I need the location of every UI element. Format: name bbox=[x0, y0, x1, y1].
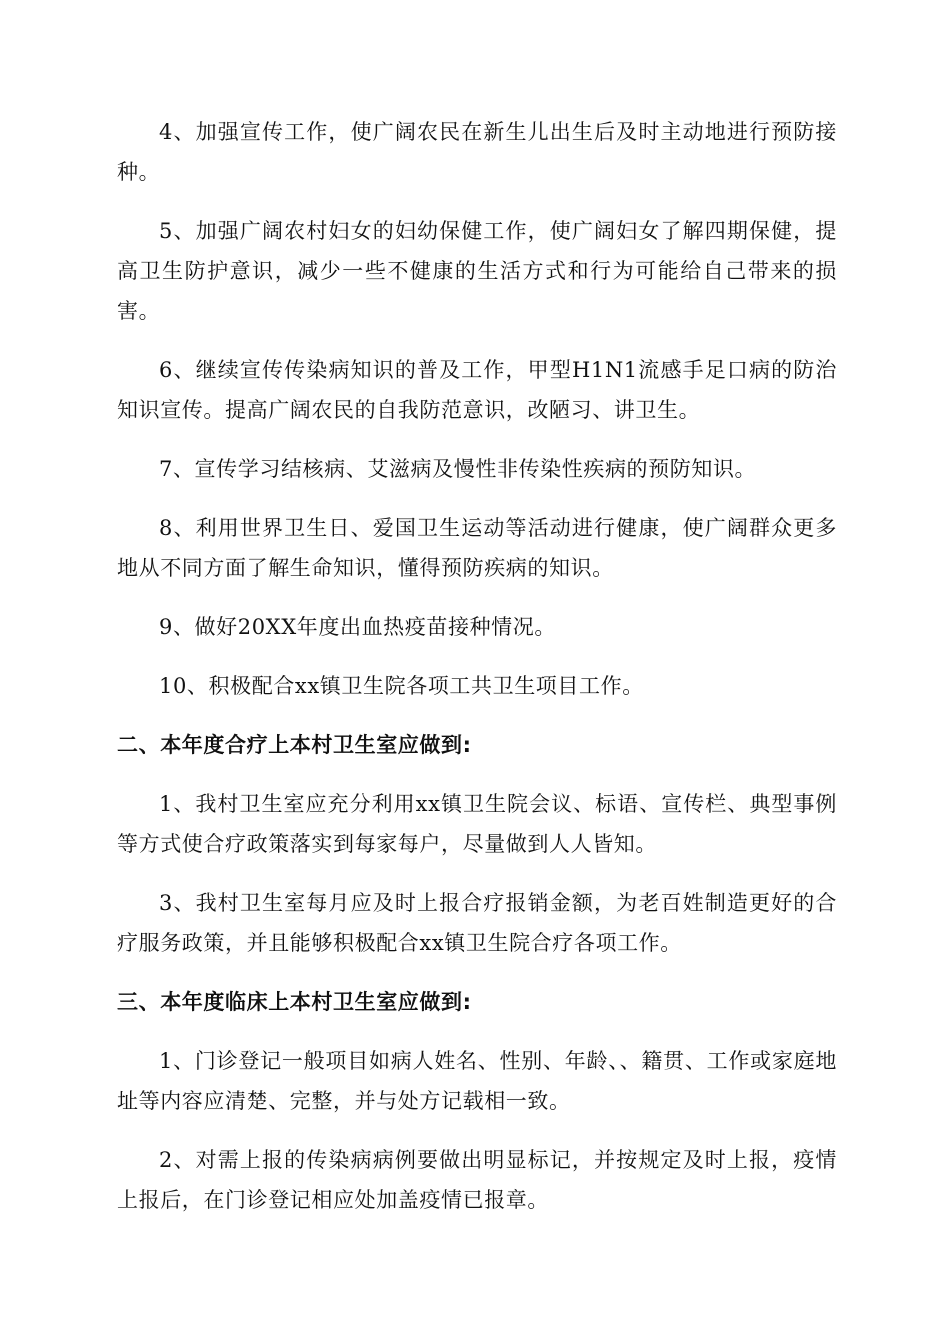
section-3-item-1: 1、门诊登记一般项目如病人姓名、性别、年龄、、籍贯、工作或家庭地址等内容应清楚、完整，并与处方记载相一致。 bbox=[117, 1049, 837, 1113]
paragraph-item-6: 6、继续宣传传染病知识的普及工作，甲型H1N1流感手足口病的防治知识宣传。提高广阔农民的自我防范意识，改陋习、讲卫生。 bbox=[117, 358, 837, 422]
section-2-item-1: 1、我村卫生室应充分利用xx镇卫生院会议、标语、宣传栏、典型事例等方式使合疗政策落实到每家每户，尽量做到人人皆知。 bbox=[117, 792, 837, 856]
paragraph-item-5: 5、加强广阔农村妇女的妇幼保健工作，使广阔妇女了解四期保健，提高卫生防护意识，减少一些不健康的生活方式和行为可能给自己带来的损害。 bbox=[117, 219, 837, 323]
section-2-heading: 二、本年度合疗上本村卫生室应做到: bbox=[117, 733, 472, 757]
paragraph-item-7: 7、宣传学习结核病、艾滋病及慢性非传染性疾病的预防知识。 bbox=[159, 457, 757, 481]
section-3-item-2: 2、对需上报的传染病病例要做出明显标记，并按规定及时上报，疫情上报后，在门诊登记相应处加盖疫情已报章。 bbox=[117, 1148, 837, 1212]
document-body bbox=[117, 112, 837, 1239]
paragraph-item-4: 4、加强宣传工作，使广阔农民在新生儿出生后及时主动地进行预防接种。 bbox=[117, 120, 837, 184]
paragraph-item-8: 8、利用世界卫生日、爱国卫生运动等活动进行健康，使广阔群众更多地从不同方面了解生命知识，懂得预防疾病的知识。 bbox=[117, 516, 837, 580]
paragraph-item-10: 10、积极配合xx镇卫生院各项工共卫生项目工作。 bbox=[159, 674, 644, 698]
section-3-heading: 三、本年度临床上本村卫生室应做到: bbox=[117, 990, 472, 1014]
paragraph-item-9: 9、做好20XX年度出血热疫苗接种情况。 bbox=[159, 615, 556, 639]
section-2-item-3: 3、我村卫生室每月应及时上报合疗报销金额，为老百姓制造更好的合疗服务政策，并且能够积极配合xx镇卫生院合疗各项工作。 bbox=[117, 891, 837, 955]
